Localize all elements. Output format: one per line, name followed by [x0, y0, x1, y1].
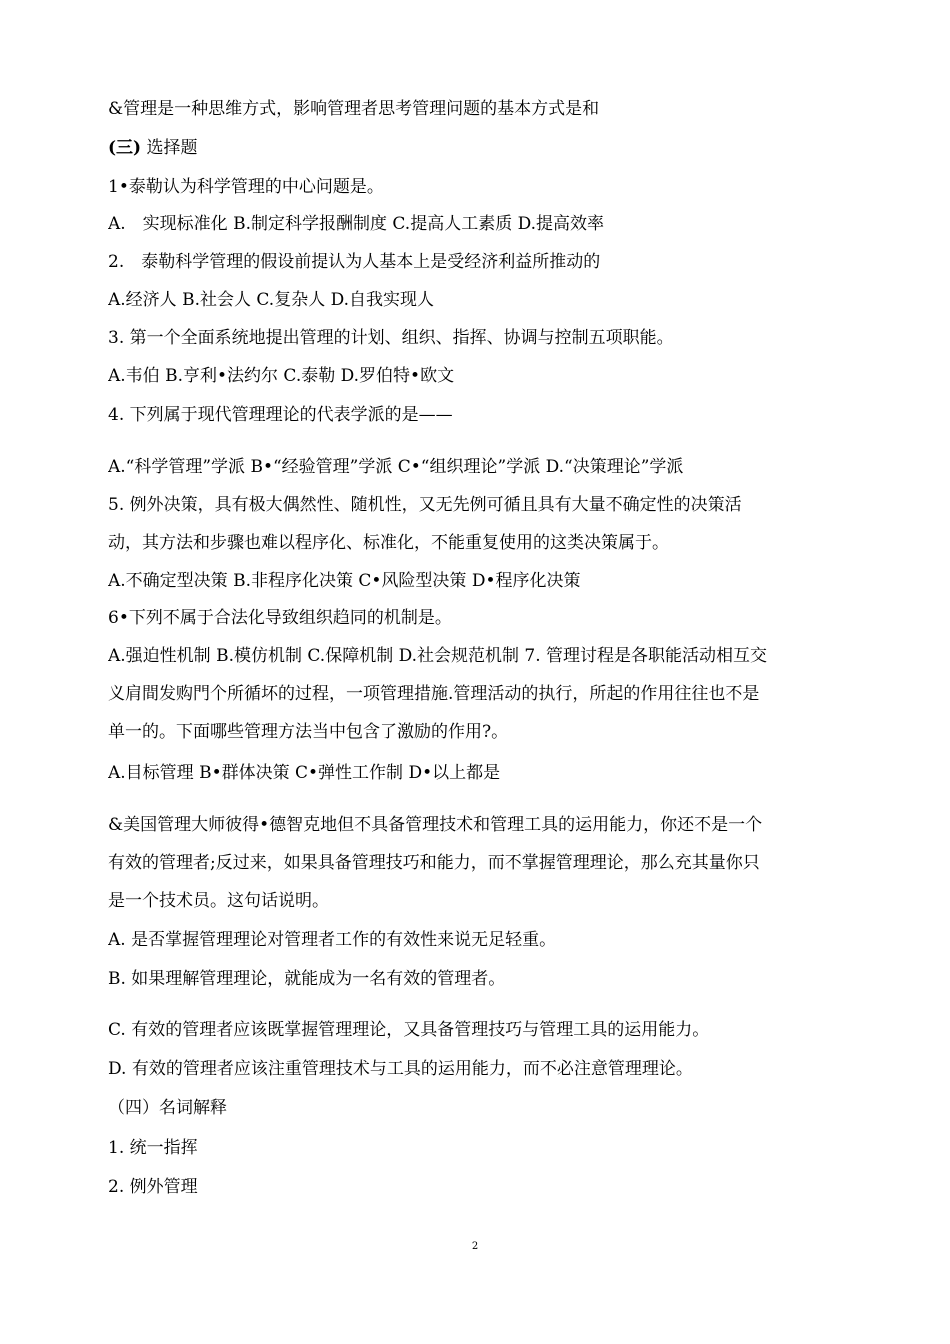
question-8-line-2: 有效的管理者;反过来，如果具备管理技巧和能力，而不掌握管理理论，那么充其量你只	[108, 853, 760, 873]
options-1: A. 实现标准化 B.制定科学报酬制度 C.提高人工素质 D.提高效率	[108, 214, 605, 234]
option-8-a: A. 是否掌握管理理论对管理者工作的有效性来说无足轻重。	[108, 930, 557, 950]
options-3: A.韦伯 B.亨利•法约尔 C.泰勒 D.罗伯特•欧文	[108, 366, 455, 386]
question-5-line-1: 5. 例外决策，具有极大偶然性、随机性，又无先例可循且具有大量不确定性的决策活	[108, 495, 742, 515]
options-5: A.不确定型决策 B.非程序化决策 C•风险型决策 D•程序化决策	[108, 571, 581, 591]
options-2: A.经济人 B.社会人 C.复杂人 D.自我实现人	[108, 290, 435, 310]
page-number: 2	[471, 1241, 479, 1252]
options-7: A.目标管理 B•群体决策 C•弹性工作制 D•以上都是	[108, 763, 501, 783]
question-8-line-1: &美国管理大师彼得•德智克地但不具备管理技术和管理工具的运用能力，你还不是一个	[108, 815, 763, 835]
question-3: 3. 第一个全面系统地提出管理的计划、组织、指挥、协调与控制五项职能。	[108, 328, 674, 348]
section-heading-4: （四）名词解释	[108, 1098, 227, 1118]
section-heading: (三) 选择题	[108, 138, 198, 158]
text-line: &管理是一种思维方式，影响管理者思考管理问题的基本方式是和	[108, 99, 600, 119]
option-8-c: C. 有效的管理者应该既掌握管理理论，又具备管理技巧与管理工具的运用能力。	[108, 1020, 710, 1040]
question-7-line-3: 单一的。下面哪些管理方法当中包含了激励的作用?。	[108, 722, 509, 742]
question-1: 1•泰勒认为科学管理的中心问题是。	[108, 177, 384, 197]
question-4: 4. 下列属于现代管理理论的代表学派的是——	[108, 405, 453, 425]
question-6: 6•下列不属于合法化导致组织趋同的机制是。	[108, 608, 452, 628]
term-1: 1. 统一指挥	[108, 1138, 198, 1158]
options-4: A.“科学管理”学派 B•“经验管理”学派 C•“组织理论”学派 D.“决策理论”学派	[108, 457, 684, 477]
option-8-d: D. 有效的管理者应该注重管理技术与工具的运用能力，而不必注意管理理论。	[108, 1059, 693, 1079]
question-8-line-3: 是一个技术员。这句话说明。	[108, 891, 329, 911]
options-6-question-7: A.强迫性机制 B.模仿机制 C.保障机制 D.社会规范机制 7. 管理讨程是各职能活动相互交	[108, 646, 768, 666]
question-7-line-2: 义肩間发购門个所循坏的过程，一项管理措施.管理活动的执行，所起的作用往往也不是	[108, 684, 760, 704]
option-8-b: B. 如果理解管理理论，就能成为一名有效的管理者。	[108, 969, 506, 989]
term-2: 2. 例外管理	[108, 1177, 198, 1197]
question-2: 2. 泰勒科学管理的假设前提认为人基本上是受经济利益所推动的	[108, 252, 601, 272]
question-5-line-2: 动，其方法和步骤也难以程序化、标准化，不能重复使用的这类决策属于。	[108, 533, 669, 553]
